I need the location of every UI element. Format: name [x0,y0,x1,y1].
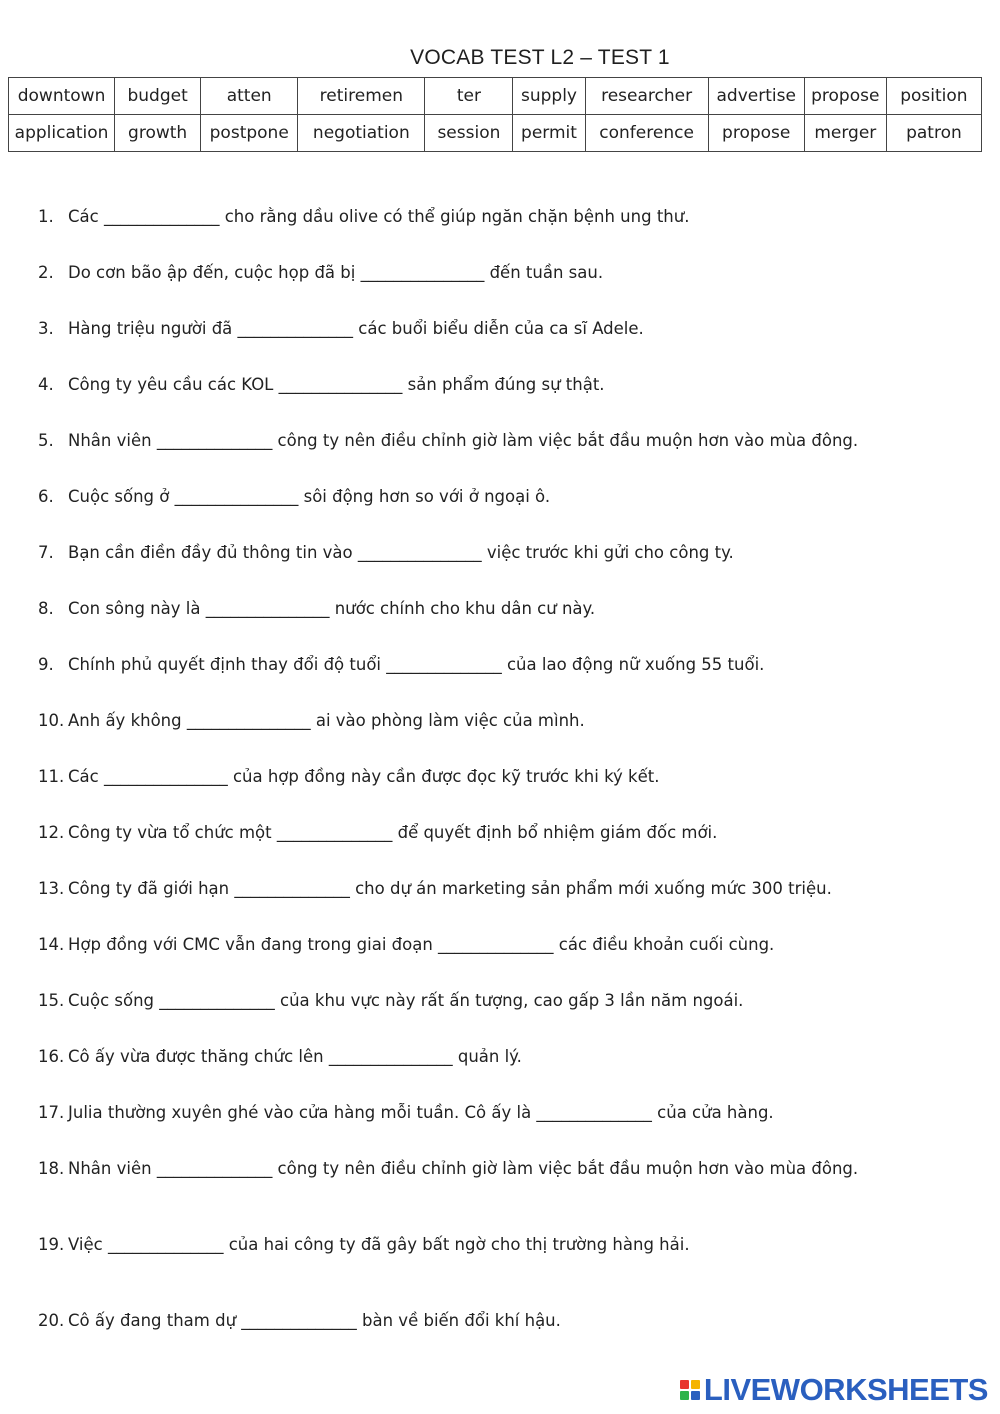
question-text: Các ______________ cho rằng dầu olive có thể giúp ngăn chặn bệnh ung thư. [68,207,690,226]
question-text: Hợp đồng với CMC vẫn đang trong giai đoạn ______________ các điều khoản cuối cùng. [68,935,775,954]
question-number: 13. [38,879,65,898]
question-item [38,1310,978,1332]
logo-text: LIVEWORKSHEETS [703,1372,988,1407]
word-cell: propose [804,78,886,115]
question-item [38,766,978,788]
question-number: 9. [38,655,54,674]
question-item [38,878,978,900]
question-text: Do cơn bão ập đến, cuộc họp đã bị _______________ đến tuần sau. [68,263,604,282]
question-item [38,374,978,396]
logo-square-blue [691,1391,700,1400]
question-number: 5. [38,431,54,450]
question-number: 6. [38,487,54,506]
question-item [38,710,978,732]
word-cell: negotiation [298,115,425,152]
question-number: 12. [38,823,65,842]
question-item [38,598,978,620]
question-item [38,430,978,452]
question-text: Các _______________ của hợp đồng này cần được đọc kỹ trước khi ký kết. [68,767,660,786]
question-item [38,318,978,340]
question-number: 1. [38,207,54,226]
question-text: Việc ______________ của hai công ty đã gây bất ngờ cho thị trường hàng hải. [68,1235,690,1254]
question-item [38,486,978,508]
question-text: Công ty vừa tổ chức một ______________ để quyết định bổ nhiệm giám đốc mới. [68,823,718,842]
logo-square-yellow [691,1380,700,1389]
word-cell: supply [513,78,585,115]
word-cell: application [9,115,115,152]
word-cell: advertise [708,78,804,115]
word-cell: patron [886,115,981,152]
logo-square-green [680,1391,689,1400]
question-item [38,542,978,564]
question-text: Hàng triệu người đã ______________ các buổi biểu diễn của ca sĩ Adele. [68,319,644,338]
word-cell: atten [201,78,298,115]
liveworksheets-logo-icon [680,1380,700,1400]
question-text: Công ty yêu cầu các KOL _______________ sản phẩm đúng sự thật. [68,375,605,394]
question-text: Chính phủ quyết định thay đổi độ tuổi ______________ của lao động nữ xuống 55 tuổi. [68,655,765,674]
word-bank-row [9,115,982,152]
question-number: 19. [38,1235,65,1254]
question-number: 2. [38,263,54,282]
question-number: 16. [38,1047,65,1066]
question-number: 18. [38,1159,65,1178]
word-cell: merger [804,115,886,152]
question-text: Nhân viên ______________ công ty nên điều chỉnh giờ làm việc bắt đầu muộn hơn vào mùa đông. [68,1159,859,1178]
question-item [38,990,978,1012]
word-cell: session [425,115,513,152]
question-item [38,822,978,844]
question-number: 4. [38,375,54,394]
question-number: 7. [38,543,54,562]
question-text: Cuộc sống ở _______________ sôi động hơn so với ở ngoại ô. [68,487,551,506]
question-text: Anh ấy không _______________ ai vào phòng làm việc của mình. [68,711,585,730]
word-bank-table [8,77,982,152]
question-number: 3. [38,319,54,338]
word-bank-row [9,78,982,115]
word-cell: conference [585,115,708,152]
question-number: 15. [38,991,65,1010]
question-item [38,206,978,228]
word-cell: propose [708,115,804,152]
question-item [38,654,978,676]
word-cell: retiremen [298,78,425,115]
question-number: 17. [38,1103,65,1122]
question-text: Cô ấy đang tham dự ______________ bàn về biến đổi khí hậu. [68,1311,561,1330]
question-number: 14. [38,935,65,954]
word-cell: postpone [201,115,298,152]
word-cell: ter [425,78,513,115]
question-number: 20. [38,1311,65,1330]
liveworksheets-logo [680,1372,988,1408]
question-item [38,934,978,956]
question-text: Bạn cần điền đầy đủ thông tin vào _______________ việc trước khi gửi cho công ty. [68,543,734,562]
question-number: 11. [38,767,65,786]
question-item [38,1234,978,1256]
word-cell: downtown [9,78,115,115]
question-text: Nhân viên ______________ công ty nên điều chỉnh giờ làm việc bắt đầu muộn hơn vào mùa đông. [68,431,859,450]
question-item [38,1046,978,1068]
word-cell: position [886,78,981,115]
question-item [38,1102,978,1124]
word-cell: permit [513,115,585,152]
question-item [38,262,978,284]
question-text: Cuộc sống ______________ của khu vực này rất ấn tượng, cao gấp 3 lần năm ngoái. [68,991,744,1010]
question-text: Cô ấy vừa được thăng chức lên _______________ quản lý. [68,1047,522,1066]
question-item [38,1158,978,1180]
question-number: 10. [38,711,65,730]
page-title: VOCAB TEST L2 – TEST 1 [410,46,670,69]
question-text: Con sông này là _______________ nước chính cho khu dân cư này. [68,599,596,618]
word-cell: growth [115,115,201,152]
question-number: 8. [38,599,54,618]
question-text: Công ty đã giới hạn ______________ cho dự án marketing sản phẩm mới xuống mức 300 triệu. [68,879,832,898]
question-text: Julia thường xuyên ghé vào cửa hàng mỗi tuần. Cô ấy là ______________ của cửa hàng. [68,1103,774,1122]
word-cell: researcher [585,78,708,115]
word-cell: budget [115,78,201,115]
logo-square-red [680,1380,689,1389]
